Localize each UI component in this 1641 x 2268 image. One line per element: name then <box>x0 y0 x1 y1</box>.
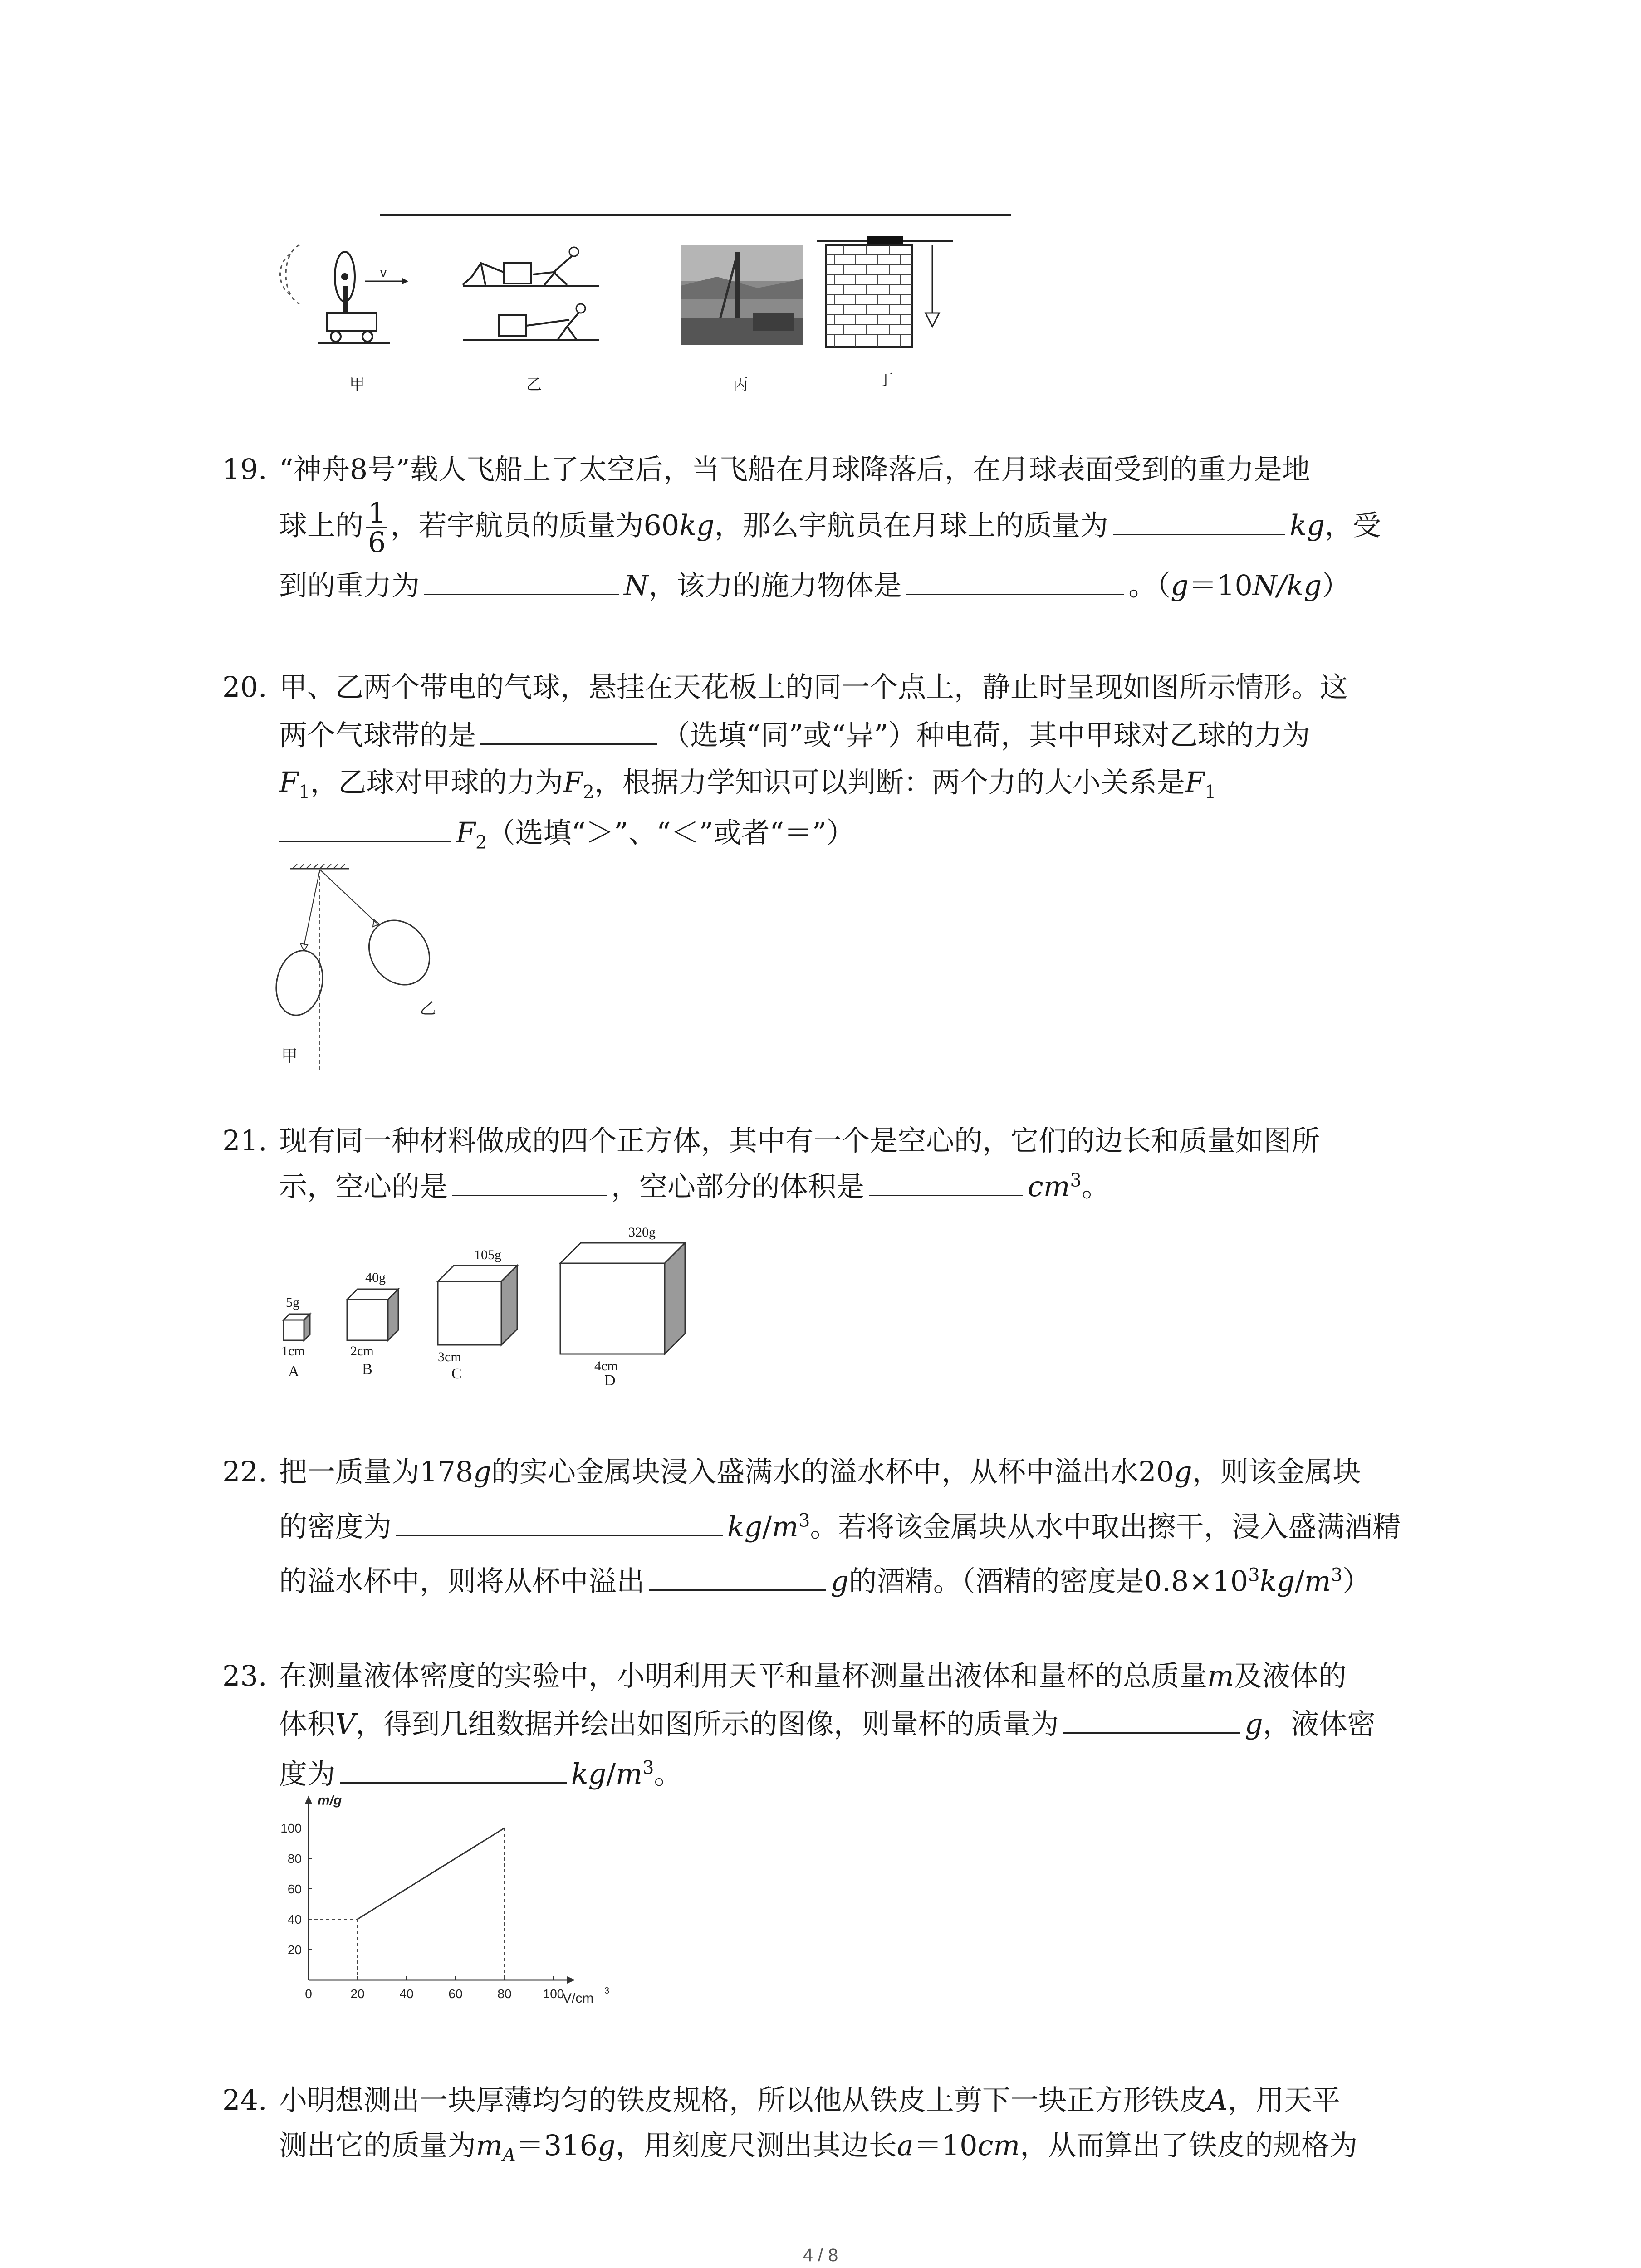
question-20 <box>222 671 1447 862</box>
q19-text: 球上的 <box>279 508 364 542</box>
y-tick-label: 20 <box>287 1943 302 1957</box>
x-axis-arrow <box>567 1976 575 1984</box>
question-19 <box>222 454 1447 626</box>
answer-blank-source[interactable] <box>906 569 1124 595</box>
page-number: 4 / 8 <box>803 2245 838 2265</box>
figure-q18 <box>272 236 953 399</box>
q19-text: 到的重力为 <box>279 569 420 602</box>
q20-line4 <box>279 816 855 853</box>
q20-text: ，根据力学知识可以判断：两个力的大小关系是 <box>594 766 1185 799</box>
q22-text: / <box>762 1510 772 1543</box>
answer-blank-volume[interactable] <box>869 1170 1023 1196</box>
symbol: V <box>335 1707 356 1740</box>
cube-a-label: A <box>288 1363 299 1380</box>
x-tick-label: 40 <box>399 1987 414 2001</box>
q22-text: 的溢水杯中，则将从杯中溢出 <box>279 1564 645 1598</box>
unit: g <box>1174 1455 1192 1488</box>
q21-line2 <box>279 1170 1110 1202</box>
cube-c-label: C <box>451 1365 462 1382</box>
velocity-label: v <box>380 265 387 279</box>
q23-text: / <box>606 1757 616 1790</box>
unit: kg <box>1259 1564 1295 1598</box>
answer-blank-mass[interactable] <box>1113 509 1285 535</box>
q22-line2 <box>279 1510 1401 1543</box>
q21-text: 现有同一种材料做成的四个正方体，其中有一个是空心的，它们的边长和质量如图所 <box>279 1124 1320 1157</box>
unit: g <box>598 2129 616 2162</box>
x-tick-label: 0 <box>305 1987 312 2001</box>
question-number: 22. <box>222 1455 267 1488</box>
unit: kg <box>571 1757 607 1790</box>
answer-blank-compare[interactable] <box>279 816 451 842</box>
superscript: 3 <box>642 1757 654 1779</box>
q19-text: ，受 <box>1324 508 1381 542</box>
q22-line3 <box>279 1565 1371 1597</box>
y-tick-label: 100 <box>280 1821 302 1835</box>
q20-text: ，乙球对甲球的力为 <box>310 766 563 799</box>
unit: cm <box>977 2129 1020 2162</box>
q19-text: ＝10 <box>1189 569 1253 602</box>
x-tick-label: 100 <box>543 1987 564 2001</box>
y-axis-label: m/g <box>318 1793 342 1808</box>
unit: N <box>624 569 649 602</box>
unit: cm <box>1028 1170 1070 1203</box>
cubes-figure <box>281 1225 712 1393</box>
q22-text: ，则该金属块 <box>1192 1455 1361 1488</box>
q22-text: 的密度为 <box>279 1510 392 1543</box>
label-yi: 乙 <box>420 999 436 1017</box>
question-number: 20. <box>222 670 267 704</box>
symbol: m <box>476 2129 503 2162</box>
question-21 <box>222 1125 1447 1216</box>
mass-volume-chart <box>268 1793 631 2021</box>
q19-text: ，那么宇航员在月球上的质量为 <box>714 508 1108 542</box>
cube-a-mass: 5g <box>286 1295 299 1310</box>
symbol: m <box>1207 1659 1234 1692</box>
q20-line1 <box>279 671 1348 703</box>
q24-text: ＝316 <box>515 2129 598 2162</box>
q19-text: ，该力的施力物体是 <box>648 569 902 602</box>
brick-wall-image <box>817 236 953 349</box>
caption-bing: 丙 <box>733 376 748 394</box>
q23-line1 <box>279 1660 1347 1692</box>
q23-text: ，液体密 <box>1263 1707 1376 1740</box>
caption-ding: 丁 <box>878 371 893 389</box>
cube-b-mass: 40g <box>365 1270 386 1285</box>
unit: kg <box>1289 508 1325 542</box>
q21-text: 示，空心的是 <box>279 1170 448 1203</box>
caption-yi: 乙 <box>526 376 542 394</box>
subscript: 1 <box>1205 782 1216 803</box>
cube-c-mass: 105g <box>474 1247 501 1262</box>
top-rule <box>380 214 1011 216</box>
q21-text: 。 <box>1082 1170 1110 1203</box>
unit: m <box>772 1510 798 1543</box>
cube-d-label: D <box>604 1372 616 1389</box>
x-tick-label: 20 <box>350 1987 365 2001</box>
unit: kg <box>679 508 715 542</box>
q19-line3 <box>279 569 1350 601</box>
q22-text: ） <box>1342 1564 1371 1598</box>
q22-text: 。若将该金属块从水中取出擦干，浸入盛满酒精 <box>810 1510 1401 1543</box>
q21-text: ，空心部分的体积是 <box>611 1170 865 1203</box>
answer-blank-hollow[interactable] <box>452 1170 607 1196</box>
symbol: A <box>1207 2083 1228 2116</box>
y-tick-label: 80 <box>287 1852 302 1866</box>
q24-text: ＝10 <box>913 2129 978 2162</box>
q24-text: ，用刻度尺测出其边长 <box>615 2129 897 2162</box>
superscript: 3 <box>798 1510 810 1531</box>
pile-driver-photo <box>681 245 803 345</box>
unit: g <box>1244 1707 1263 1740</box>
caption-jia: 甲 <box>349 376 365 394</box>
x-tick-label: 60 <box>448 1987 463 2001</box>
cube-a-edge: 1cm <box>281 1344 305 1359</box>
q24-text: 小明想测出一块厚薄均匀的铁皮规格，所以他从铁皮上剪下一块正方形铁皮 <box>279 2083 1208 2116</box>
question-number: 24. <box>222 2083 267 2116</box>
cube-a <box>281 1311 313 1343</box>
data-line <box>358 1828 505 1919</box>
question-number: 21. <box>222 1124 267 1157</box>
q22-text: 的酒精。（酒精的密度是0.8×10 <box>848 1564 1249 1598</box>
superscript: 3 <box>1331 1564 1343 1586</box>
unit: kg <box>727 1510 763 1543</box>
q23-text: 在测量液体密度的实验中，小明利用天平和量杯测量出液体和量杯的总质量 <box>279 1659 1208 1692</box>
q19-text: ，若宇航员的质量为60 <box>390 508 680 542</box>
fraction-denominator: 6 <box>368 526 386 559</box>
answer-blank-liquid-density[interactable] <box>340 1758 567 1784</box>
q22-text: 的实心金属块浸入盛满水的溢水杯中，从杯中溢出水20 <box>491 1455 1174 1488</box>
cube-d-edge: 4cm <box>594 1359 618 1374</box>
symbol: g <box>1171 569 1189 602</box>
question-number: 19. <box>222 453 267 486</box>
x-tick-label: 80 <box>497 1987 512 2001</box>
cube-c <box>436 1263 526 1349</box>
symbol: a <box>896 2129 914 2162</box>
q22-text: 把一质量为178 <box>279 1455 474 1488</box>
answer-blank-charge[interactable] <box>480 719 657 745</box>
label-jia: 甲 <box>281 1046 298 1065</box>
question-number: 23. <box>222 1659 267 1692</box>
cube-b-label: B <box>362 1361 372 1378</box>
q19-text: “神舟8号”载人飞船上了太空后，当飞船在月球降落后，在月球表面受到的重力是地 <box>279 453 1310 486</box>
q23-line2 <box>279 1708 1376 1740</box>
q20-line3 <box>279 766 1216 803</box>
x-axis-label: V/cm <box>563 1991 594 2006</box>
q22-line1 <box>279 1456 1361 1488</box>
q20-text: 甲、乙两个带电的气球，悬挂在天花板上的同一个点上，静止时呈现如图所示情形。这 <box>279 670 1348 704</box>
question-24 <box>222 2084 1447 2166</box>
superscript: 3 <box>1070 1170 1082 1191</box>
q19-line1 <box>279 454 1310 485</box>
q19-line2 <box>279 496 1381 559</box>
q24-text: ，从而算出了铁皮的规格为 <box>1020 2129 1358 2162</box>
cube-b-edge: 2cm <box>350 1344 374 1359</box>
q19-text: ） <box>1322 569 1350 602</box>
q23-text: ，得到几组数据并绘出如图所示的图像，则量杯的质量为 <box>355 1707 1059 1740</box>
q23-line3 <box>279 1758 682 1790</box>
subscript: A <box>502 2145 516 2166</box>
answer-blank-density[interactable] <box>396 1510 723 1536</box>
unit: m <box>616 1757 642 1790</box>
cube-b <box>345 1286 404 1345</box>
question-23 <box>222 1660 1447 1810</box>
y-tick-label: 40 <box>287 1912 302 1926</box>
balloons-figure <box>263 864 454 1073</box>
cube-c-edge: 3cm <box>438 1349 461 1364</box>
answer-blank-cup-mass[interactable] <box>1063 1708 1240 1734</box>
symbol: F <box>563 766 583 799</box>
subscript: 1 <box>299 782 310 803</box>
answer-blank-gravity[interactable] <box>424 569 619 595</box>
unit: N/kg <box>1252 569 1322 602</box>
question-22 <box>222 1456 1447 1601</box>
answer-blank-alcohol-mass[interactable] <box>649 1565 826 1591</box>
q22-text: / <box>1294 1564 1304 1598</box>
q24-line1 <box>279 2084 1340 2116</box>
q24-text: ，用天平 <box>1227 2083 1340 2116</box>
subscript: 2 <box>583 782 594 803</box>
fan-cart-image <box>272 236 422 354</box>
q23-text: 度为 <box>279 1757 336 1790</box>
pushing-box-image <box>454 245 603 354</box>
q21-line1 <box>279 1125 1320 1157</box>
q23-text: 体积 <box>279 1707 336 1740</box>
y-tick-label: 60 <box>287 1882 302 1896</box>
cube-d-mass: 320g <box>628 1225 656 1240</box>
unit: g <box>831 1564 849 1598</box>
q24-text: 测出它的质量为 <box>279 2129 476 2162</box>
q24-line2 <box>279 2129 1358 2166</box>
cube-d <box>558 1241 694 1359</box>
q23-text: 及液体的 <box>1234 1659 1347 1692</box>
fraction <box>366 496 387 559</box>
q23-text: 。 <box>654 1757 682 1790</box>
unit: m <box>1304 1564 1331 1598</box>
q20-text: （选填“＞”、“＜”或者“＝”） <box>487 816 855 849</box>
symbol: F <box>456 816 476 849</box>
superscript: 3 <box>1248 1564 1260 1586</box>
x-axis-label-superscript: 3 <box>604 1986 610 1996</box>
q20-text: 两个气球带的是 <box>279 719 476 752</box>
symbol: F <box>279 766 299 799</box>
unit: g <box>473 1455 492 1488</box>
fraction-numerator: 1 <box>366 499 387 528</box>
q20-line2 <box>279 719 1310 751</box>
q20-text: （选填“同”或“异”）种电荷，其中甲球对乙球的力为 <box>662 719 1310 752</box>
symbol: F <box>1185 766 1205 799</box>
q19-text: 。（ <box>1128 569 1171 602</box>
subscript: 2 <box>475 832 487 853</box>
